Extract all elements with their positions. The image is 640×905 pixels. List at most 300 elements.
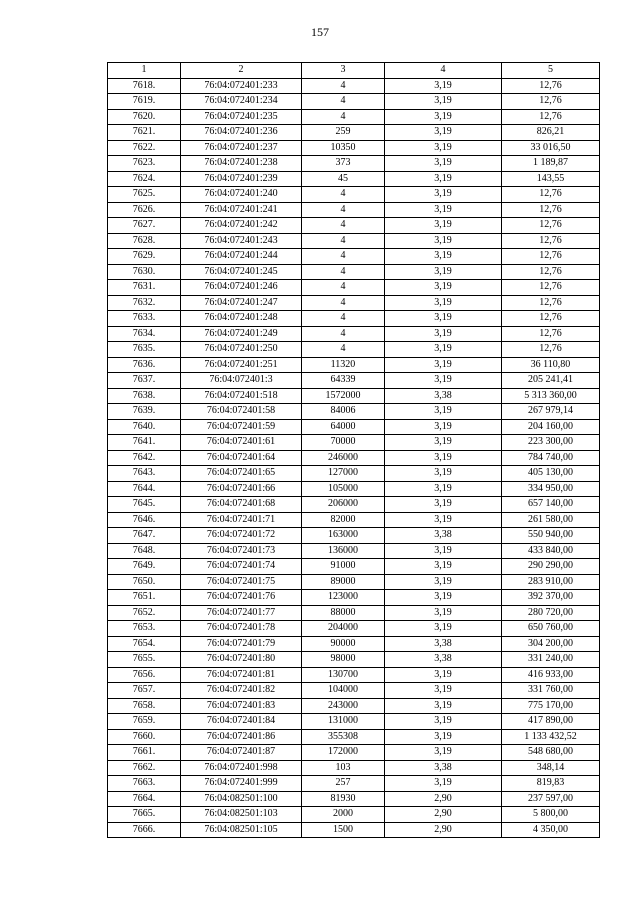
rate-cell: 3,19	[385, 435, 502, 451]
rate-cell: 3,19	[385, 590, 502, 606]
table-row	[108, 497, 600, 513]
rate-cell: 3,38	[385, 528, 502, 544]
table-row	[108, 202, 600, 218]
cadastral-number-cell: 76:04:072401:251	[181, 357, 302, 373]
table-row	[108, 357, 600, 373]
row-number-cell: 7664.	[108, 791, 181, 807]
row-number-cell: 7647.	[108, 528, 181, 544]
area-cell: 10350	[302, 140, 385, 156]
area-cell: 1572000	[302, 388, 385, 404]
area-cell: 373	[302, 156, 385, 172]
row-number-cell: 7666.	[108, 822, 181, 838]
row-number-cell: 7642.	[108, 450, 181, 466]
table-row	[108, 326, 600, 342]
row-number-cell: 7656.	[108, 667, 181, 683]
rate-cell: 3,19	[385, 512, 502, 528]
rate-cell: 3,19	[385, 543, 502, 559]
area-cell: 4	[302, 78, 385, 94]
rate-cell: 3,19	[385, 280, 502, 296]
area-cell: 4	[302, 326, 385, 342]
cadastral-number-cell: 76:04:072401:86	[181, 729, 302, 745]
row-number-cell: 7631.	[108, 280, 181, 296]
table-row	[108, 156, 600, 172]
table-row	[108, 652, 600, 668]
cadastral-number-cell: 76:04:072401:244	[181, 249, 302, 265]
table-row	[108, 419, 600, 435]
area-cell: 355308	[302, 729, 385, 745]
cadastral-number-cell: 76:04:082501:103	[181, 807, 302, 823]
area-cell: 4	[302, 280, 385, 296]
amount-cell: 36 110,80	[502, 357, 600, 373]
table-row	[108, 745, 600, 761]
table-row	[108, 776, 600, 792]
rate-cell: 3,19	[385, 264, 502, 280]
row-number-cell: 7651.	[108, 590, 181, 606]
row-number-cell: 7638.	[108, 388, 181, 404]
table-row	[108, 435, 600, 451]
rate-cell: 3,19	[385, 683, 502, 699]
row-number-cell: 7628.	[108, 233, 181, 249]
amount-cell: 331 240,00	[502, 652, 600, 668]
table-row	[108, 729, 600, 745]
row-number-cell: 7621.	[108, 125, 181, 141]
row-number-cell: 7645.	[108, 497, 181, 513]
table-row	[108, 543, 600, 559]
amount-cell: 775 170,00	[502, 698, 600, 714]
area-cell: 4	[302, 342, 385, 358]
rate-cell: 2,90	[385, 791, 502, 807]
row-number-cell: 7655.	[108, 652, 181, 668]
cadastral-number-cell: 76:04:072401:239	[181, 171, 302, 187]
table-row	[108, 590, 600, 606]
cadastral-number-cell: 76:04:072401:65	[181, 466, 302, 482]
row-number-cell: 7639.	[108, 404, 181, 420]
row-number-cell: 7635.	[108, 342, 181, 358]
table-row	[108, 822, 600, 838]
amount-cell: 657 140,00	[502, 497, 600, 513]
area-cell: 4	[302, 109, 385, 125]
row-number-cell: 7624.	[108, 171, 181, 187]
table-row	[108, 125, 600, 141]
row-number-cell: 7654.	[108, 636, 181, 652]
cadastral-number-cell: 76:04:072401:83	[181, 698, 302, 714]
cadastral-number-cell: 76:04:072401:76	[181, 590, 302, 606]
header-cell-1: 1	[108, 63, 181, 79]
table-row	[108, 683, 600, 699]
rate-cell: 3,19	[385, 78, 502, 94]
cadastral-number-cell: 76:04:072401:80	[181, 652, 302, 668]
area-cell: 88000	[302, 605, 385, 621]
amount-cell: 280 720,00	[502, 605, 600, 621]
rate-cell: 2,90	[385, 807, 502, 823]
cadastral-number-cell: 76:04:072401:246	[181, 280, 302, 296]
cadastral-number-cell: 76:04:072401:61	[181, 435, 302, 451]
table-row	[108, 807, 600, 823]
amount-cell: 334 950,00	[502, 481, 600, 497]
page-number: 157	[311, 25, 329, 39]
area-cell: 82000	[302, 512, 385, 528]
rate-cell: 3,19	[385, 667, 502, 683]
table-row	[108, 714, 600, 730]
area-cell: 2000	[302, 807, 385, 823]
area-cell: 4	[302, 295, 385, 311]
amount-cell: 304 200,00	[502, 636, 600, 652]
cadastral-number-cell: 76:04:072401:518	[181, 388, 302, 404]
area-cell: 64339	[302, 373, 385, 389]
rate-cell: 3,19	[385, 373, 502, 389]
cadastral-number-cell: 76:04:072401:233	[181, 78, 302, 94]
amount-cell: 548 680,00	[502, 745, 600, 761]
table-row	[108, 295, 600, 311]
row-number-cell: 7644.	[108, 481, 181, 497]
area-cell: 45	[302, 171, 385, 187]
rate-cell: 3,19	[385, 295, 502, 311]
row-number-cell: 7633.	[108, 311, 181, 327]
table-row	[108, 760, 600, 776]
area-cell: 4	[302, 218, 385, 234]
rate-cell: 3,19	[385, 450, 502, 466]
amount-cell: 12,76	[502, 311, 600, 327]
amount-cell: 12,76	[502, 109, 600, 125]
cadastral-number-cell: 76:04:072401:3	[181, 373, 302, 389]
rate-cell: 3,19	[385, 171, 502, 187]
amount-cell: 237 597,00	[502, 791, 600, 807]
cadastral-number-cell: 76:04:072401:247	[181, 295, 302, 311]
amount-cell: 4 350,00	[502, 822, 600, 838]
rate-cell: 3,19	[385, 342, 502, 358]
amount-cell: 550 940,00	[502, 528, 600, 544]
cadastral-number-cell: 76:04:072401:82	[181, 683, 302, 699]
table-row	[108, 636, 600, 652]
cadastral-number-cell: 76:04:082501:100	[181, 791, 302, 807]
cadastral-number-cell: 76:04:072401:78	[181, 621, 302, 637]
cadastral-number-cell: 76:04:072401:998	[181, 760, 302, 776]
row-number-cell: 7665.	[108, 807, 181, 823]
rate-cell: 3,19	[385, 729, 502, 745]
cadastral-number-cell: 76:04:072401:87	[181, 745, 302, 761]
table-row	[108, 791, 600, 807]
amount-cell: 416 933,00	[502, 667, 600, 683]
area-cell: 136000	[302, 543, 385, 559]
cadastral-number-cell: 76:04:072401:240	[181, 187, 302, 203]
rate-cell: 3,19	[385, 187, 502, 203]
cadastral-number-cell: 76:04:072401:66	[181, 481, 302, 497]
table-row	[108, 78, 600, 94]
row-number-cell: 7660.	[108, 729, 181, 745]
table-row	[108, 171, 600, 187]
cadastral-number-cell: 76:04:072401:237	[181, 140, 302, 156]
table-row	[108, 109, 600, 125]
amount-cell: 12,76	[502, 264, 600, 280]
cadastral-number-cell: 76:04:072401:81	[181, 667, 302, 683]
amount-cell: 223 300,00	[502, 435, 600, 451]
amount-cell: 12,76	[502, 295, 600, 311]
row-number-cell: 7618.	[108, 78, 181, 94]
area-cell: 90000	[302, 636, 385, 652]
table-row	[108, 233, 600, 249]
area-cell: 163000	[302, 528, 385, 544]
rate-cell: 3,19	[385, 574, 502, 590]
row-number-cell: 7623.	[108, 156, 181, 172]
amount-cell: 290 290,00	[502, 559, 600, 575]
cadastral-number-cell: 76:04:072401:64	[181, 450, 302, 466]
area-cell: 206000	[302, 497, 385, 513]
amount-cell: 1 189,87	[502, 156, 600, 172]
area-cell: 4	[302, 94, 385, 110]
table-row	[108, 342, 600, 358]
row-number-cell: 7663.	[108, 776, 181, 792]
cadastral-number-cell: 76:04:072401:73	[181, 543, 302, 559]
row-number-cell: 7632.	[108, 295, 181, 311]
table-row	[108, 311, 600, 327]
row-number-cell: 7630.	[108, 264, 181, 280]
table-row	[108, 450, 600, 466]
table-row	[108, 249, 600, 265]
table-row	[108, 373, 600, 389]
rate-cell: 3,19	[385, 466, 502, 482]
amount-cell: 12,76	[502, 218, 600, 234]
area-cell: 130700	[302, 667, 385, 683]
rate-cell: 3,38	[385, 388, 502, 404]
row-number-cell: 7649.	[108, 559, 181, 575]
rate-cell: 3,19	[385, 621, 502, 637]
amount-cell: 405 130,00	[502, 466, 600, 482]
cadastral-number-cell: 76:04:072401:75	[181, 574, 302, 590]
row-number-cell: 7629.	[108, 249, 181, 265]
rate-cell: 3,38	[385, 760, 502, 776]
cadastral-number-cell: 76:04:072401:235	[181, 109, 302, 125]
table-row	[108, 621, 600, 637]
rate-cell: 3,19	[385, 326, 502, 342]
amount-cell: 826,21	[502, 125, 600, 141]
table-row	[108, 140, 600, 156]
area-cell: 123000	[302, 590, 385, 606]
area-cell: 98000	[302, 652, 385, 668]
amount-cell: 205 241,41	[502, 373, 600, 389]
cadastral-number-cell: 76:04:072401:241	[181, 202, 302, 218]
area-cell: 70000	[302, 435, 385, 451]
area-cell: 103	[302, 760, 385, 776]
rate-cell: 3,19	[385, 497, 502, 513]
amount-cell: 417 890,00	[502, 714, 600, 730]
table-row	[108, 187, 600, 203]
table-row	[108, 481, 600, 497]
cadastral-number-cell: 76:04:072401:238	[181, 156, 302, 172]
cadastral-number-cell: 76:04:072401:249	[181, 326, 302, 342]
table-row	[108, 574, 600, 590]
amount-cell: 12,76	[502, 202, 600, 218]
amount-cell: 819,83	[502, 776, 600, 792]
amount-cell: 348,14	[502, 760, 600, 776]
amount-cell: 433 840,00	[502, 543, 600, 559]
rate-cell: 3,19	[385, 233, 502, 249]
rate-cell: 3,19	[385, 714, 502, 730]
row-number-cell: 7653.	[108, 621, 181, 637]
amount-cell: 12,76	[502, 94, 600, 110]
table-row	[108, 667, 600, 683]
rate-cell: 3,19	[385, 156, 502, 172]
row-number-cell: 7659.	[108, 714, 181, 730]
table-row	[108, 94, 600, 110]
amount-cell: 5 313 360,00	[502, 388, 600, 404]
row-number-cell: 7661.	[108, 745, 181, 761]
cadastral-number-cell: 76:04:072401:234	[181, 94, 302, 110]
rate-cell: 3,19	[385, 745, 502, 761]
area-cell: 4	[302, 187, 385, 203]
cadastral-number-cell: 76:04:072401:59	[181, 419, 302, 435]
row-number-cell: 7641.	[108, 435, 181, 451]
area-cell: 172000	[302, 745, 385, 761]
amount-cell: 331 760,00	[502, 683, 600, 699]
cadastral-number-cell: 76:04:072401:72	[181, 528, 302, 544]
amount-cell: 12,76	[502, 280, 600, 296]
amount-cell: 12,76	[502, 78, 600, 94]
area-cell: 243000	[302, 698, 385, 714]
area-cell: 4	[302, 249, 385, 265]
row-number-cell: 7650.	[108, 574, 181, 590]
amount-cell: 784 740,00	[502, 450, 600, 466]
rate-cell: 3,19	[385, 109, 502, 125]
table-row	[108, 559, 600, 575]
row-number-cell: 7634.	[108, 326, 181, 342]
row-number-cell: 7620.	[108, 109, 181, 125]
table-row	[108, 528, 600, 544]
table-row	[108, 218, 600, 234]
table-row	[108, 466, 600, 482]
rate-cell: 3,19	[385, 218, 502, 234]
area-cell: 11320	[302, 357, 385, 373]
amount-cell: 283 910,00	[502, 574, 600, 590]
table-row	[108, 280, 600, 296]
rate-cell: 3,19	[385, 202, 502, 218]
row-number-cell: 7657.	[108, 683, 181, 699]
amount-cell: 12,76	[502, 249, 600, 265]
rate-cell: 3,19	[385, 125, 502, 141]
area-cell: 104000	[302, 683, 385, 699]
rate-cell: 3,38	[385, 636, 502, 652]
area-cell: 259	[302, 125, 385, 141]
amount-cell: 650 760,00	[502, 621, 600, 637]
cadastral-number-cell: 76:04:072401:250	[181, 342, 302, 358]
area-cell: 4	[302, 311, 385, 327]
area-cell: 64000	[302, 419, 385, 435]
area-cell: 105000	[302, 481, 385, 497]
cadastral-number-cell: 76:04:072401:74	[181, 559, 302, 575]
area-cell: 257	[302, 776, 385, 792]
header-cell-3: 3	[302, 63, 385, 79]
rate-cell: 2,90	[385, 822, 502, 838]
row-number-cell: 7625.	[108, 187, 181, 203]
row-number-cell: 7637.	[108, 373, 181, 389]
cadastral-number-cell: 76:04:072401:68	[181, 497, 302, 513]
row-number-cell: 7648.	[108, 543, 181, 559]
table-row	[108, 512, 600, 528]
cadastral-number-cell: 76:04:072401:84	[181, 714, 302, 730]
cadastral-number-cell: 76:04:072401:236	[181, 125, 302, 141]
rate-cell: 3,38	[385, 652, 502, 668]
area-cell: 131000	[302, 714, 385, 730]
cadastral-number-cell: 76:04:072401:71	[181, 512, 302, 528]
row-number-cell: 7662.	[108, 760, 181, 776]
cadastral-number-cell: 76:04:072401:999	[181, 776, 302, 792]
amount-cell: 204 160,00	[502, 419, 600, 435]
cadastral-number-cell: 76:04:072401:242	[181, 218, 302, 234]
row-number-cell: 7619.	[108, 94, 181, 110]
header-row	[108, 63, 600, 79]
area-cell: 1500	[302, 822, 385, 838]
registry-table	[107, 62, 600, 838]
row-number-cell: 7640.	[108, 419, 181, 435]
row-number-cell: 7626.	[108, 202, 181, 218]
cadastral-number-cell: 76:04:072401:248	[181, 311, 302, 327]
rate-cell: 3,19	[385, 311, 502, 327]
cadastral-number-cell: 76:04:072401:243	[181, 233, 302, 249]
area-cell: 246000	[302, 450, 385, 466]
area-cell: 89000	[302, 574, 385, 590]
table-row	[108, 605, 600, 621]
area-cell: 4	[302, 264, 385, 280]
cadastral-number-cell: 76:04:072401:245	[181, 264, 302, 280]
rate-cell: 3,19	[385, 559, 502, 575]
cadastral-number-cell: 76:04:082501:105	[181, 822, 302, 838]
header-cell-2: 2	[181, 63, 302, 79]
area-cell: 4	[302, 202, 385, 218]
row-number-cell: 7643.	[108, 466, 181, 482]
area-cell: 84006	[302, 404, 385, 420]
amount-cell: 33 016,50	[502, 140, 600, 156]
amount-cell: 267 979,14	[502, 404, 600, 420]
row-number-cell: 7636.	[108, 357, 181, 373]
rate-cell: 3,19	[385, 140, 502, 156]
area-cell: 127000	[302, 466, 385, 482]
area-cell: 4	[302, 233, 385, 249]
amount-cell: 392 370,00	[502, 590, 600, 606]
table-row	[108, 404, 600, 420]
cadastral-number-cell: 76:04:072401:77	[181, 605, 302, 621]
area-cell: 91000	[302, 559, 385, 575]
rate-cell: 3,19	[385, 605, 502, 621]
amount-cell: 5 800,00	[502, 807, 600, 823]
amount-cell: 12,76	[502, 326, 600, 342]
cadastral-number-cell: 76:04:072401:58	[181, 404, 302, 420]
row-number-cell: 7652.	[108, 605, 181, 621]
cadastral-number-cell: 76:04:072401:79	[181, 636, 302, 652]
table-row	[108, 388, 600, 404]
rate-cell: 3,19	[385, 419, 502, 435]
table-row	[108, 264, 600, 280]
header-cell-4: 4	[385, 63, 502, 79]
table-body	[108, 63, 600, 838]
amount-cell: 12,76	[502, 342, 600, 358]
table-row	[108, 698, 600, 714]
header-cell-5: 5	[502, 63, 600, 79]
amount-cell: 143,55	[502, 171, 600, 187]
row-number-cell: 7627.	[108, 218, 181, 234]
rate-cell: 3,19	[385, 698, 502, 714]
rate-cell: 3,19	[385, 404, 502, 420]
amount-cell: 261 580,00	[502, 512, 600, 528]
row-number-cell: 7646.	[108, 512, 181, 528]
rate-cell: 3,19	[385, 249, 502, 265]
rate-cell: 3,19	[385, 776, 502, 792]
area-cell: 81930	[302, 791, 385, 807]
amount-cell: 1 133 432,52	[502, 729, 600, 745]
rate-cell: 3,19	[385, 481, 502, 497]
area-cell: 204000	[302, 621, 385, 637]
row-number-cell: 7622.	[108, 140, 181, 156]
rate-cell: 3,19	[385, 94, 502, 110]
row-number-cell: 7658.	[108, 698, 181, 714]
